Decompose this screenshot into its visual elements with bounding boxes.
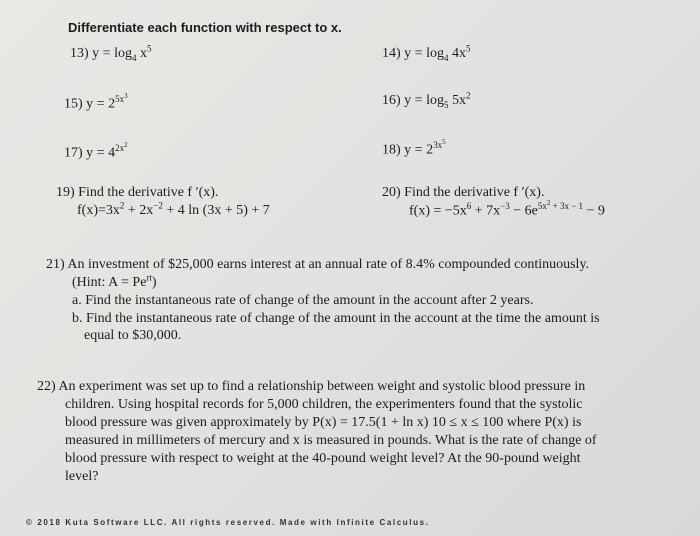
hint-text: (Hint: A = Pe — [72, 275, 147, 290]
function-text: y = 4 — [86, 145, 116, 161]
exponent: 5 — [465, 43, 471, 54]
problem-number: 13) — [70, 46, 89, 61]
log-base: 4 — [443, 52, 449, 63]
problem-21 — [46, 256, 589, 273]
exponent-power: 2 — [546, 199, 551, 207]
problem-21-part-b: b. Find the instantaneous rate of change of the amount in the account at the time the amount is — [72, 311, 600, 326]
term: − 6e — [509, 203, 538, 219]
exponent-power: 3 — [124, 92, 128, 100]
term: − 9 — [583, 203, 605, 219]
log-base: 5 — [443, 99, 449, 110]
term: f(x) = −5x — [409, 203, 467, 219]
problem-prompt: Find the derivative f ′(x). — [404, 185, 545, 200]
problem-21-hint — [72, 274, 157, 291]
exponent: 6 — [466, 201, 472, 211]
problem-text: An investment of $25,000 earns interest at an annual rate of 8.4% compounded continuously. — [67, 257, 590, 272]
problem-number: 17) — [64, 145, 83, 161]
problem-prompt: Find the derivative f ′(x). — [78, 185, 219, 200]
term: + 2x — [124, 203, 154, 218]
exponent-power: 2 — [124, 141, 128, 149]
log-base: 4 — [131, 52, 137, 63]
function-arg: x — [139, 46, 147, 61]
problem-22-line4: measured in millimeters of mercury and x is measured in pounds. What is the rate of change of — [65, 433, 597, 448]
problem-number: 19) — [56, 185, 75, 200]
problem-number: 22) — [37, 379, 56, 394]
term: f(x)=3x — [77, 203, 120, 218]
function-text: y = log — [404, 46, 444, 61]
page-title: Differentiate each function with respect to x. — [68, 20, 342, 35]
problem-19 — [56, 185, 218, 201]
exponent: 2 — [119, 200, 125, 211]
problem-22-line3: blood pressure was given approximately by P(x) = 17.5(1 + ln x) 10 ≤ x ≤ 100 where P(x) is — [65, 415, 582, 430]
problem-19-function — [77, 200, 270, 219]
exponent-power: 5 — [442, 138, 446, 146]
problem-15 — [64, 92, 128, 113]
problem-number: 21) — [46, 257, 65, 272]
term: + 4 ln (3x + 5) + 7 — [162, 203, 270, 218]
problem-18 — [382, 138, 446, 159]
problem-17 — [64, 141, 128, 162]
problem-14 — [382, 43, 471, 63]
function-text: y = log — [404, 93, 444, 108]
problem-20-function — [409, 199, 605, 220]
exponent: 3x — [433, 140, 443, 150]
function-text: y = 2 — [404, 142, 434, 158]
problem-20 — [382, 185, 544, 201]
problem-number: 14) — [382, 46, 401, 61]
function-text: y = 2 — [86, 96, 116, 112]
hint-text: ) — [151, 275, 157, 290]
exponent: 2x — [115, 143, 125, 153]
problem-number: 16) — [382, 93, 401, 108]
exponent: rt — [146, 272, 152, 283]
function-arg: 4x — [451, 46, 466, 61]
exponent: 2 — [465, 90, 471, 101]
problem-number: 15) — [64, 96, 83, 112]
exponent: + 3x − 1 — [550, 201, 584, 211]
term: + 7x — [471, 203, 501, 219]
problem-text: An experiment was set up to find a relationship between weight and systolic blood pressure in — [58, 379, 586, 394]
problem-22-line2: children. Using hospital records for 5,000 children, the experimenters found that the systolic — [65, 397, 583, 412]
exponent: 5x — [115, 94, 125, 104]
exponent: −3 — [500, 201, 510, 211]
problem-22-line6: level? — [65, 469, 99, 484]
problem-22-line5: blood pressure with respect to weight at the 40-pound weight level? At the 90-pound weight — [65, 451, 581, 466]
exponent: 5x — [537, 201, 547, 211]
problem-16 — [382, 90, 471, 110]
problem-22 — [37, 378, 585, 395]
problem-number: 20) — [382, 185, 401, 200]
function-arg: 5x — [451, 93, 466, 108]
problem-number: 18) — [382, 142, 401, 158]
problem-21-part-b-cont: equal to $30,000. — [84, 328, 182, 343]
exponent: 5 — [146, 43, 152, 54]
copyright-footer: © 2018 Kuta Software LLC. All rights reserved. Made with Infinite Calculus. — [26, 518, 430, 527]
exponent: −2 — [153, 200, 163, 211]
problem-21-part-a: a. Find the instantaneous rate of change of the amount in the account after 2 years. — [72, 293, 534, 308]
function-text: y = log — [92, 46, 132, 61]
problem-13 — [70, 43, 152, 63]
